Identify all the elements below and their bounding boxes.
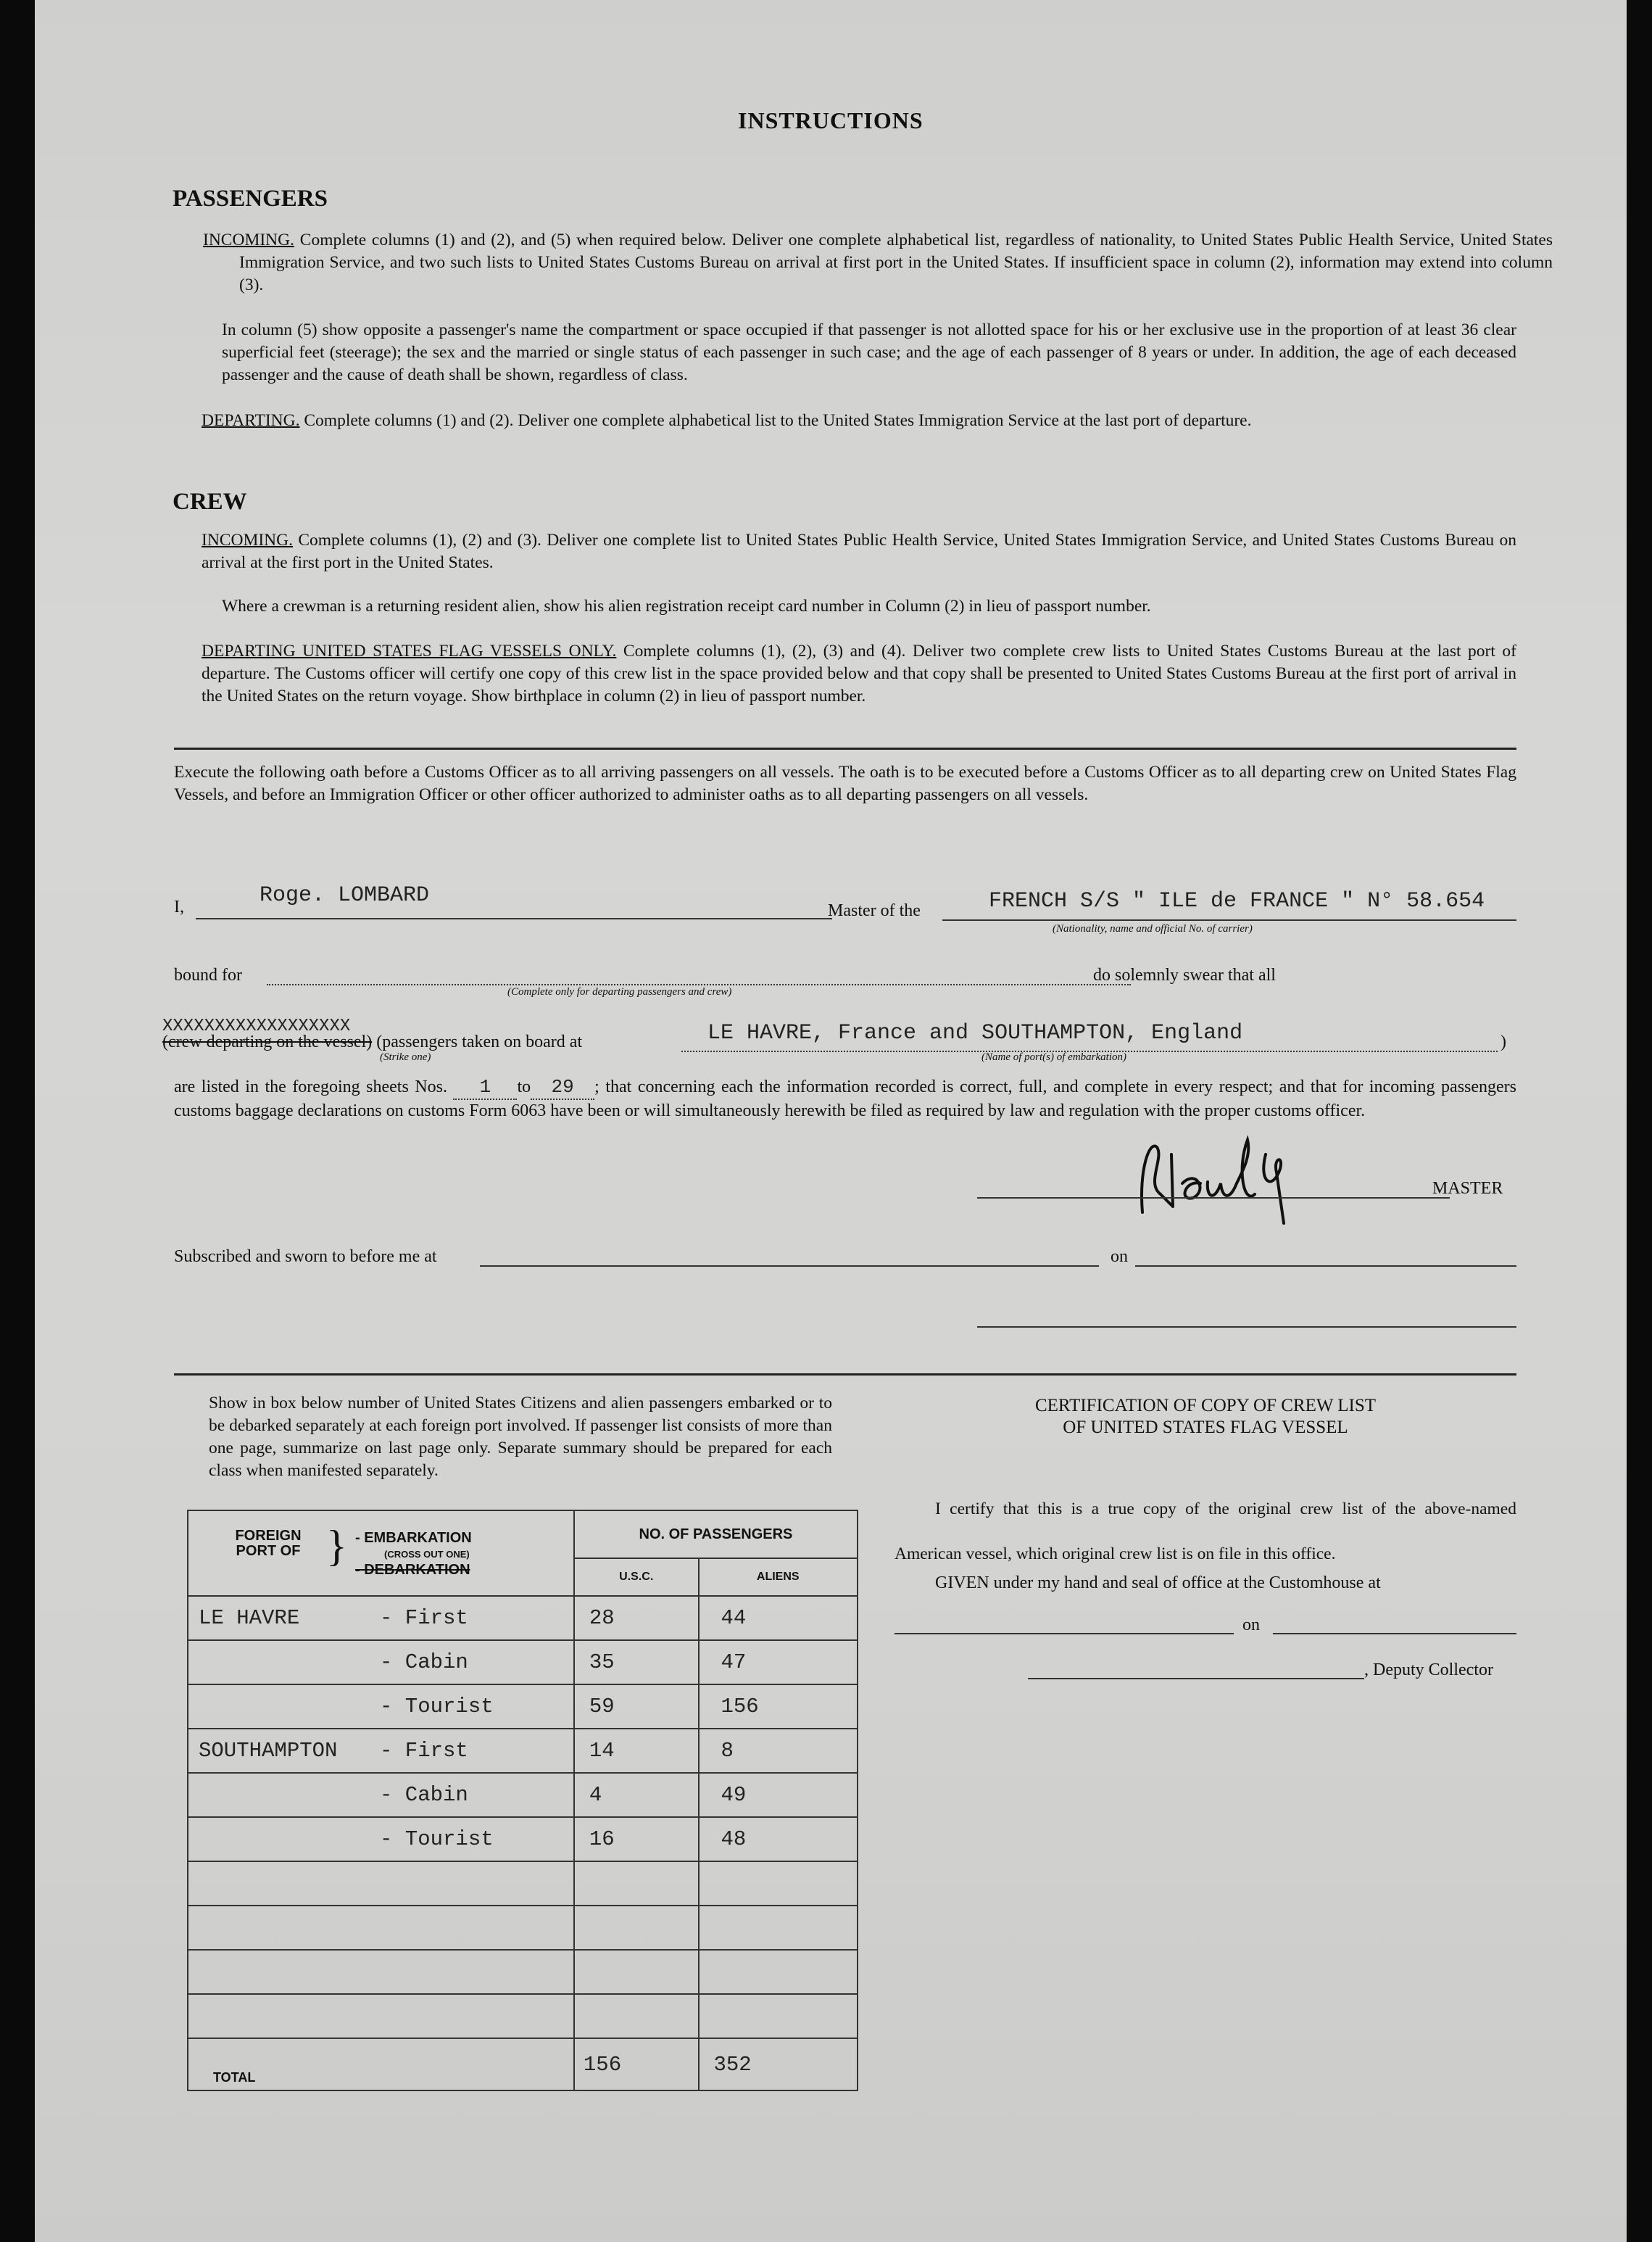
table-row <box>188 1950 858 1994</box>
master-of-label: Master of the <box>828 901 921 920</box>
table-row <box>188 1817 858 1861</box>
sheet-from-field: 1 <box>453 1076 517 1100</box>
table-row <box>188 1640 858 1684</box>
aliens-count: 48 <box>699 1817 858 1861</box>
total-usc: 156 <box>574 2038 699 2090</box>
listed-text: ; that concerning each the information recorded is correct, full, and complete in every respect; and that for incoming passengers customs baggage declarations on customs Form 6063 have been or will simultaneously herewith be filed as required by law and regulation with the proper customs officer. <box>174 1077 1517 1120</box>
table-row <box>188 1729 858 1773</box>
crew-incoming-text: Complete columns (1), (2) and (3). Deliver one complete list to United States Public Health Service, United States Immigration Service, and United States Customs Bureau on arrival at the first port in the United States. <box>202 531 1516 572</box>
table-row <box>188 1684 858 1729</box>
port-class-cell <box>188 1861 574 1906</box>
passengers-incoming-text: Complete columns (1) and (2), and (5) when required below. Deliver one complete alphabetical list, regardless of nationality, to United States Public Health Service, United States Immigration Service, and two such lists to United States Customs Bureau on arrival at first port in the United States. If insufficient space in column (2), information may extend into column (3). <box>239 231 1553 294</box>
class-name: - First <box>380 1739 468 1763</box>
master-signature <box>1128 1125 1324 1234</box>
table-row <box>188 1861 858 1906</box>
crew-departing-text: Complete columns (1), (2), (3) and (4). Deliver two complete crew lists to United States Customs Bureau at the last port of departure. The Customs officer will certify one copy of this crew list in the space provided below and that copy shall be presented to United States Customs Bureau at the first port of arrival in the United States on the return voyage. Show birthplace in column (2) in lieu of passport number. <box>202 642 1516 706</box>
close-paren: ) <box>1501 1033 1506 1051</box>
master-label: MASTER <box>1432 1179 1503 1198</box>
aliens-count: 156 <box>699 1684 858 1729</box>
aliens-count <box>699 1861 858 1906</box>
aliens-count <box>699 1994 858 2038</box>
listed-label: are listed in the foregoing sheets Nos. <box>174 1077 447 1096</box>
crossout-note: (CROSS OUT ONE) <box>384 1549 470 1560</box>
subscribed-on-label: on <box>1111 1247 1128 1266</box>
usc-count <box>574 1861 699 1906</box>
bound-for-caption: (Complete only for departing passengers and crew) <box>507 986 732 998</box>
usc-count: 16 <box>574 1817 699 1861</box>
port-class-cell <box>188 1906 574 1950</box>
subscribed-label: Subscribed and sworn to before me at <box>174 1247 437 1266</box>
oath-i-label: I, <box>174 898 184 917</box>
crew-departing-text: (crew departing on the vessel) <box>162 1033 373 1051</box>
passengers-departing-text: Complete columns (1) and (2). Deliver one complete alphabetical list to the United States Immigration Service at the last port of departure. <box>304 411 1252 430</box>
class-name: - Tourist <box>380 1695 494 1718</box>
usc-count <box>574 1906 699 1950</box>
crew-alien-paragraph: Where a crewman is a returning resident alien, show his alien registration receipt card number in Column (2) in lieu of passport number. <box>222 597 1151 616</box>
usc-count: 4 <box>574 1773 699 1817</box>
debarkation-header: - DEBARKATION <box>355 1562 470 1578</box>
class-name: - Tourist <box>380 1827 494 1851</box>
listed-paragraph <box>174 1076 1516 1122</box>
master-name-value: Roge. LOMBARD <box>260 883 430 908</box>
usc-count: 14 <box>574 1729 699 1773</box>
deputy-collector-label: , Deputy Collector <box>1364 1660 1493 1679</box>
passengers-incoming-label: INCOMING. <box>203 231 294 249</box>
summary-rows <box>188 1596 858 2038</box>
usc-count: 59 <box>574 1684 699 1729</box>
vessel-value: FRENCH S/S " ILE de FRANCE " N° 58.654 <box>989 889 1485 914</box>
usc-count <box>574 1994 699 2038</box>
port-class-cell <box>188 1817 574 1861</box>
aliens-count: 47 <box>699 1640 858 1684</box>
certification-on-label: on <box>1242 1616 1260 1634</box>
section-divider <box>174 748 1516 750</box>
bound-for-label: bound for <box>174 966 242 985</box>
swear-label: do solemnly swear that all <box>1093 966 1276 985</box>
ports-caption: (Name of port(s) of embarkation) <box>981 1051 1126 1063</box>
passengers-taken-text: (passengers taken on board at <box>376 1033 583 1051</box>
page-heading: INSTRUCTIONS <box>738 107 923 133</box>
foreign-port-header: FOREIGN PORT OF <box>235 1528 302 1559</box>
aliens-header: ALIENS <box>699 1558 858 1596</box>
port-class-cell <box>188 1684 574 1729</box>
total-label: TOTAL <box>188 2038 574 2090</box>
passengers-column5-paragraph: In column (5) show opposite a passenger's name the compartment or space occupied if that passenger is not allotted space for his or her exclusive use in the proportion of at least 36 clear superficial feet (steerage); the sex and the married or single status of each passenger in such case; and the age of each passenger of 8 years or under. In addition, the age of each deceased passenger and the cause of death shall be shown, regardless of class. <box>222 320 1516 384</box>
customhouse-line <box>895 1633 1234 1634</box>
passengers-heading: PASSENGERS <box>173 186 328 212</box>
vessel-line <box>942 919 1516 921</box>
aliens-count: 8 <box>699 1729 858 1773</box>
crew-departing-label: DEPARTING UNITED STATES FLAG VESSELS ONLY. <box>202 642 617 661</box>
bottom-divider <box>174 1373 1516 1376</box>
port-class-cell <box>188 1596 574 1640</box>
aliens-count <box>699 1950 858 1994</box>
passengers-departing-paragraph <box>202 410 1516 432</box>
deputy-collector-line <box>1028 1678 1364 1679</box>
class-name: - Cabin <box>380 1650 468 1674</box>
master-signature-line <box>977 1197 1450 1199</box>
total-aliens: 352 <box>699 2038 858 2090</box>
document-page <box>35 0 1627 2242</box>
strikeout-marks: XXXXXXXXXXXXXXXXXX <box>162 1017 351 1036</box>
port-class-cell <box>188 1773 574 1817</box>
aliens-count: 49 <box>699 1773 858 1817</box>
bound-for-line <box>267 984 1131 985</box>
certification-text: I certify that this is a true copy of the original crew list of the above-named American vessel, which original crew list is on file in this office. <box>895 1500 1516 1563</box>
port-class-cell <box>188 1994 574 2038</box>
port-class-cell <box>188 1640 574 1684</box>
given-text: GIVEN under my hand and seal of office at the Customhouse at <box>935 1573 1381 1592</box>
crew-departing-paragraph <box>202 640 1516 708</box>
passenger-summary-table <box>187 1510 858 2091</box>
aliens-count <box>699 1906 858 1950</box>
usc-count: 28 <box>574 1596 699 1640</box>
crew-incoming-label: INCOMING. <box>202 531 293 550</box>
officer-signature-line <box>977 1326 1516 1328</box>
port-class-cell <box>188 1729 574 1773</box>
struck-crew-option <box>162 1017 376 1051</box>
brace-icon: } <box>326 1522 347 1570</box>
certification-title-line1: CERTIFICATION OF COPY OF CREW LIST <box>1034 1396 1377 1415</box>
class-name: - Cabin <box>380 1783 468 1807</box>
crew-incoming-paragraph <box>202 529 1516 574</box>
oath-intro-paragraph: Execute the following oath before a Customs Officer as to all arriving passengers on all vessels. The oath is to be executed before a Customs Officer as to all departing crew on United States Flag Vessels, and before an Immigration Officer or other officer authorized to administer oaths as to all departing passengers on all vessels. <box>174 763 1516 804</box>
port-name: SOUTHAMPTON <box>199 1739 338 1763</box>
port-name: LE HAVRE <box>199 1606 300 1630</box>
aliens-count: 44 <box>699 1596 858 1640</box>
usc-count <box>574 1950 699 1994</box>
table-row <box>188 1906 858 1950</box>
passengers-incoming-paragraph <box>203 229 1553 297</box>
port-header-cell <box>188 1510 574 1596</box>
passengers-count-header: NO. OF PASSENGERS <box>574 1510 858 1558</box>
sheet-to-field: 29 <box>531 1076 594 1100</box>
to-label: to <box>517 1077 531 1096</box>
certification-title <box>895 1395 1516 1439</box>
ports-value: LE HAVRE, France and SOUTHAMPTON, England <box>707 1021 1243 1046</box>
master-name-line <box>196 918 832 919</box>
table-row <box>188 1994 858 2038</box>
table-row <box>188 1596 858 1640</box>
certification-date-line <box>1273 1633 1516 1634</box>
subscribed-date-line <box>1135 1265 1516 1267</box>
summary-intro: Show in box below number of United States Citizens and alien passengers embarked or to be debarked separately at each foreign port involved. If passenger list consists of more than one page, summarize on last page only. Separate summary should be prepared for each class when manifested separately. <box>209 1394 832 1480</box>
vessel-caption: (Nationality, name and official No. of carrier) <box>1053 923 1253 935</box>
passengers-departing-label: DEPARTING. <box>202 411 300 430</box>
embarkation-header: - EMBARKATION <box>355 1530 472 1546</box>
crew-passengers-choice <box>162 1017 583 1052</box>
crew-heading: CREW <box>173 489 247 515</box>
certification-title-line2: OF UNITED STATES FLAG VESSEL <box>1063 1418 1348 1437</box>
usc-count: 35 <box>574 1640 699 1684</box>
table-row <box>188 1773 858 1817</box>
usc-header: U.S.C. <box>574 1558 699 1596</box>
strike-caption: (Strike one) <box>380 1051 431 1063</box>
class-name: - First <box>380 1606 468 1630</box>
port-class-cell <box>188 1950 574 1994</box>
subscribed-place-line <box>480 1265 1099 1267</box>
